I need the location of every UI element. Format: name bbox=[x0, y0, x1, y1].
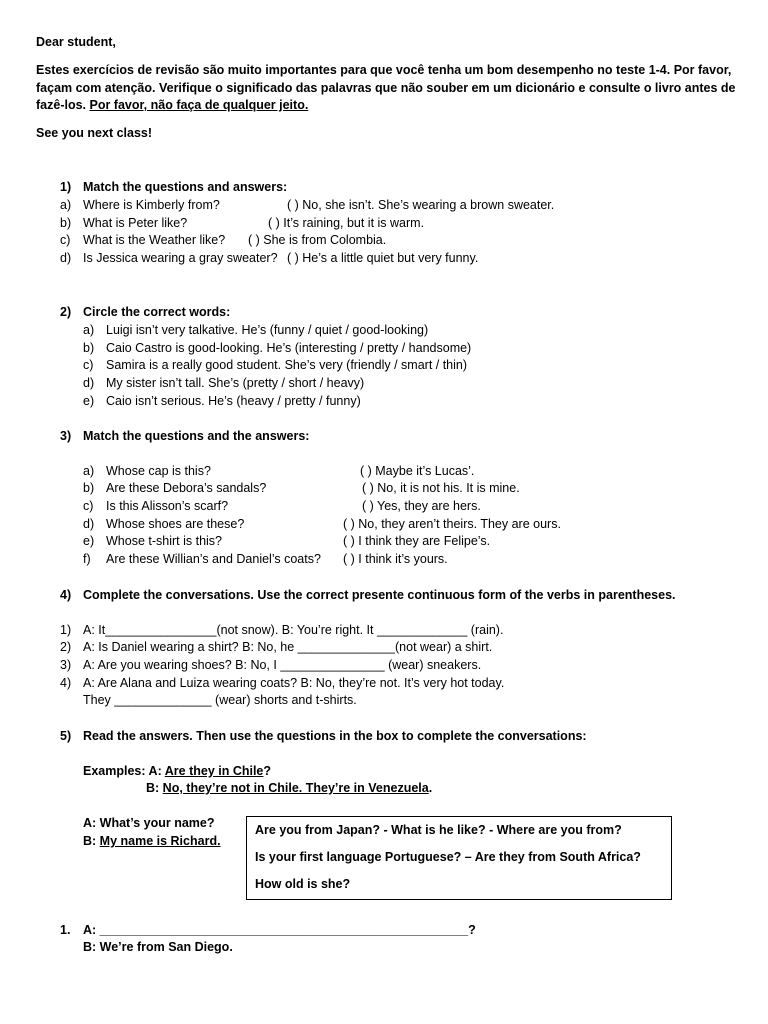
ex2-item-letter: d) bbox=[83, 376, 95, 390]
example-a-text: Are they in Chile bbox=[164, 764, 264, 778]
ex2-item-text: My sister isn’t tall. She’s (pretty / short / heavy) bbox=[106, 376, 365, 390]
ex1-item-answer: ( ) No, she isn’t. She’s wearing a brown sweater. bbox=[287, 198, 555, 212]
ex4-continuation: They ______________ (wear) shorts and t-shirts. bbox=[83, 693, 357, 707]
ex5-example-a bbox=[83, 764, 271, 778]
greeting: Dear student, bbox=[36, 35, 116, 49]
q1-number: 1. bbox=[60, 923, 71, 937]
ex4-item-text: A: Is Daniel wearing a shirt? B: No, he ______________(not wear) a shirt. bbox=[83, 640, 493, 654]
ex1-item-answer: ( ) It’s raining, but it is warm. bbox=[268, 216, 425, 230]
ex3-number: 3) bbox=[60, 429, 72, 443]
ex5-title: Read the answers. Then use the questions in the box to complete the conversations: bbox=[83, 729, 587, 743]
intro-line-2: façam com atenção. Verifique o significado das palavras que não souber em um dicionário e consulte o livro antes de bbox=[36, 81, 736, 95]
ex2-item-letter: b) bbox=[83, 341, 95, 355]
ex3-item-question: Are these Willian’s and Daniel’s coats? bbox=[106, 552, 321, 566]
example-a-end: ? bbox=[263, 764, 272, 778]
ex1-number: 1) bbox=[60, 180, 72, 194]
ex1-item-answer: ( ) She is from Colombia. bbox=[248, 233, 387, 247]
dialog-b bbox=[83, 834, 221, 848]
see-you-text: See you next class! bbox=[36, 126, 153, 140]
intro-line-3-start: fazê-los. bbox=[36, 98, 90, 112]
ex3-item-answer: ( ) I think they are Felipe’s. bbox=[343, 534, 491, 548]
intro-line-1: Estes exercícios de revisão são muito importantes para que você tenha um bom desempenho no teste 1-4. Por favor, bbox=[36, 63, 732, 77]
ex3-item-answer: ( ) No, it is not his. It is mine. bbox=[362, 481, 520, 495]
ex3-item-letter: e) bbox=[83, 534, 95, 548]
ex4-item-num: 1) bbox=[60, 623, 72, 637]
ex2-title: Circle the correct words: bbox=[83, 305, 231, 319]
ex2-item-letter: e) bbox=[83, 394, 95, 408]
ex3-item-letter: f) bbox=[83, 552, 91, 566]
box-line: Are you from Japan? - What is he like? - Where are you from? bbox=[255, 823, 622, 837]
ex3-item-letter: c) bbox=[83, 499, 94, 513]
ex4-item-text: A: It________________(not snow). B: You’re right. It _____________ (rain). bbox=[83, 623, 504, 637]
example-b-label: B: bbox=[146, 781, 163, 795]
ex5-example-b bbox=[146, 781, 432, 795]
example-b-text: No, they’re not in Chile. They’re in Venezuela bbox=[162, 781, 429, 795]
ex4-item-num: 3) bbox=[60, 658, 72, 672]
ex3-item-question: Are these Debora’s sandals? bbox=[106, 481, 267, 495]
ex5-number: 5) bbox=[60, 729, 72, 743]
ex1-item-question: What is the Weather like? bbox=[83, 233, 226, 247]
ex3-item-answer: ( ) Maybe it’s Lucas’. bbox=[360, 464, 475, 478]
ex1-item-answer: ( ) He’s a little quiet but very funny. bbox=[287, 251, 479, 265]
ex2-item-text: Samira is a really good student. She’s very (friendly / smart / thin) bbox=[106, 358, 468, 372]
ex3-item-letter: b) bbox=[83, 481, 95, 495]
ex3-item-question: Whose cap is this? bbox=[106, 464, 211, 478]
ex3-item-letter: d) bbox=[83, 517, 95, 531]
ex4-item-text: A: Are you wearing shoes? B: No, I _______________ (wear) sneakers. bbox=[83, 658, 482, 672]
ex1-item-letter: b) bbox=[60, 216, 72, 230]
ex1-item-letter: a) bbox=[60, 198, 72, 212]
ex3-item-question: Whose shoes are these? bbox=[106, 517, 245, 531]
ex1-title: Match the questions and answers: bbox=[83, 180, 288, 194]
ex3-item-answer: ( ) Yes, they are hers. bbox=[362, 499, 481, 513]
ex2-item-letter: a) bbox=[83, 323, 95, 337]
intro-line-3 bbox=[36, 98, 308, 112]
ex1-item-letter: c) bbox=[60, 233, 71, 247]
box-line: Is your first language Portuguese? – Are they from South Africa? bbox=[255, 850, 641, 864]
ex2-item-text: Caio isn’t serious. He’s (heavy / pretty / funny) bbox=[106, 394, 361, 408]
ex4-item-text: A: Are Alana and Luiza wearing coats? B: No, they’re not. It’s very hot today. bbox=[83, 676, 505, 690]
example-b-end: . bbox=[428, 781, 433, 795]
ex4-title: Complete the conversations. Use the correct presente continuous form of the verbs in parentheses. bbox=[83, 588, 676, 602]
ex3-title: Match the questions and the answers: bbox=[83, 429, 310, 443]
ex1-item-question: Where is Kimberly from? bbox=[83, 198, 220, 212]
examples-label: Examples: A: bbox=[83, 764, 165, 778]
ex4-item-num: 4) bbox=[60, 676, 72, 690]
box-line: How old is she? bbox=[255, 877, 351, 891]
ex4-item-num: 2) bbox=[60, 640, 72, 654]
ex3-item-question: Whose t-shirt is this? bbox=[106, 534, 223, 548]
ex1-item-question: Is Jessica wearing a gray sweater? bbox=[83, 251, 278, 265]
ex1-item-letter: d) bbox=[60, 251, 72, 265]
dialog-b-label: B: bbox=[83, 834, 100, 848]
q1-b-answer: B: We’re from San Diego. bbox=[83, 940, 233, 954]
ex2-item-text: Luigi isn’t very talkative. He’s (funny / quiet / good-looking) bbox=[106, 323, 429, 337]
question-box bbox=[246, 816, 672, 900]
ex3-item-answer: ( ) No, they aren’t theirs. They are ours. bbox=[343, 517, 561, 531]
dialog-a: A: What’s your name? bbox=[83, 816, 215, 830]
ex4-number: 4) bbox=[60, 588, 72, 602]
ex1-item-question: What is Peter like? bbox=[83, 216, 188, 230]
ex3-item-question: Is this Alisson’s scarf? bbox=[106, 499, 229, 513]
ex3-item-answer: ( ) I think it’s yours. bbox=[343, 552, 448, 566]
ex2-number: 2) bbox=[60, 305, 72, 319]
intro-line-3-underlined: Por favor, não faça de qualquer jeito. bbox=[89, 98, 309, 112]
ex2-item-text: Caio Castro is good-looking. He’s (interesting / pretty / handsome) bbox=[106, 341, 472, 355]
ex2-item-letter: c) bbox=[83, 358, 94, 372]
q1-a-blank: A: _____________________________________________________? bbox=[83, 923, 476, 937]
ex3-item-letter: a) bbox=[83, 464, 95, 478]
dialog-b-text: My name is Richard. bbox=[99, 834, 221, 848]
